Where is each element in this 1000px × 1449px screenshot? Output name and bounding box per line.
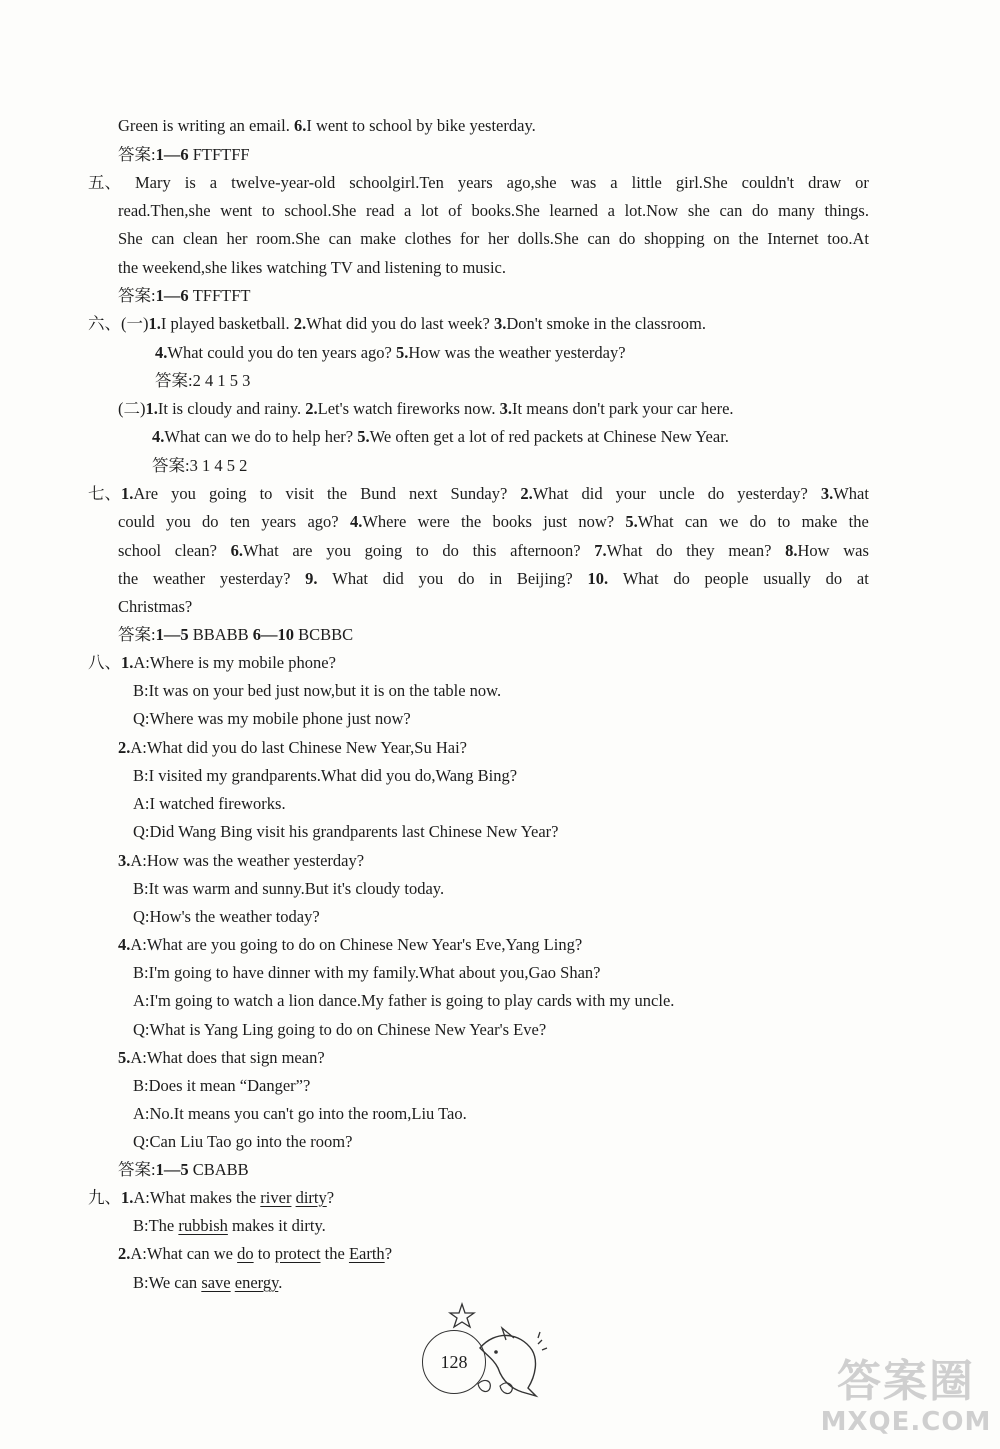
text-line: 4.A:What are you going to do on Chinese New Year's Eve,Yang Ling? (118, 935, 583, 954)
text-line: 答案:1—6 TFFTFT (118, 286, 251, 305)
text-line: 答案:1—5 BBABB 6—10 BCBBC (118, 625, 354, 644)
page-number: 128 (422, 1330, 486, 1394)
text-line: B:We can save energy. (133, 1273, 283, 1292)
text-line: A:I'm going to watch a lion dance.My father is going to play cards with my uncle. (133, 991, 675, 1010)
text-line: 六、(一)1.I played basketball. 2.What did you do last week? 3.Don't smoke in the classroom. (88, 314, 706, 333)
text-line: A:I watched fireworks. (133, 794, 286, 813)
text-line: B:Does it mean “Danger”? (133, 1076, 311, 1095)
text-line: Q:What is Yang Ling going to do on Chinese New Year's Eve? (133, 1020, 547, 1039)
text-line: B:I visited my grandparents.What did you do,Wang Bing? (133, 766, 518, 785)
text-line: 答案:2 4 1 5 3 (155, 371, 251, 390)
text-line: 5.A:What does that sign mean? (118, 1048, 325, 1067)
text-line: 答案:3 1 4 5 2 (152, 456, 248, 475)
watermark-top-text: 答案圈 (837, 1356, 975, 1407)
text-line: (二)1.It is cloudy and rainy. 2.Let's watch fireworks now. 3.It means don't park your car here. (118, 399, 734, 418)
text-line: 答案:1—6 FTFTFF (118, 145, 250, 164)
text-line: 3.A:How was the weather yesterday? (118, 851, 365, 870)
text-line: 2.A:What can we do to protect the Earth? (118, 1244, 393, 1263)
text-line: 八、1.A:Where is my mobile phone? (88, 653, 336, 672)
text-line: 答案:1—5 CBABB (118, 1160, 249, 1179)
text-line: Q:Can Liu Tao go into the room? (133, 1132, 353, 1151)
text-line: B:It was warm and sunny.But it's cloudy today. (133, 879, 445, 898)
text-line: 4.What could you do ten years ago? 5.How was the weather yesterday? (155, 343, 626, 362)
text-line: B:I'm going to have dinner with my family.What about you,Gao Shan? (133, 963, 601, 982)
page-footer-decoration (410, 1300, 560, 1400)
text-line: Christmas? (118, 597, 193, 616)
site-watermark-logo (816, 1357, 996, 1447)
text-line: school clean? 6.What are you going to do this afternoon? 7.What do they mean? 8.How was (118, 541, 869, 560)
text-line: 五、 Mary is a twelve-year-old schoolgirl.Ten years ago,she was a little girl.She couldn't draw or (88, 173, 869, 192)
text-line: 2.A:What did you do last Chinese New Year,Su Hai? (118, 738, 467, 757)
text-line: Q:Did Wang Bing visit his grandparents last Chinese New Year? (133, 822, 559, 841)
text-line: Q:Where was my mobile phone just now? (133, 709, 411, 728)
text-line: read.Then,she went to school.She read a lot of books.She learned a lot.Now she can do many things. (118, 201, 869, 220)
text-line: the weather yesterday? 9. What did you do in Beijing? 10. What do people usually do at (118, 569, 869, 588)
text-line: B:It was on your bed just now,but it is on the table now. (133, 681, 502, 700)
text-line: 九、1.A:What makes the river dirty? (88, 1188, 335, 1207)
text-line: could you do ten years ago? 4.Where were the books just now? 5.What can we do to make the (118, 512, 869, 531)
text-line: Q:How's the weather today? (133, 907, 320, 926)
text-line: A:No.It means you can't go into the room,Liu Tao. (133, 1104, 467, 1123)
text-line: She can clean her room.She can make clothes for her dolls.She can do shopping on the Internet too.At (118, 229, 869, 248)
text-line: the weekend,she likes watching TV and listening to music. (118, 258, 506, 277)
text-line: B:The rubbish makes it dirty. (133, 1216, 326, 1235)
watermark-bottom-text: MXQE.COM (820, 1407, 992, 1437)
text-line: 七、1.Are you going to visit the Bund next Sunday? 2.What did your uncle do yesterday? 3.What (88, 484, 869, 503)
text-line: 4.What can we do to help her? 5.We often get a lot of red packets at Chinese New Year. (152, 427, 729, 446)
text-line: Green is writing an email. 6.I went to school by bike yesterday. (118, 116, 536, 135)
